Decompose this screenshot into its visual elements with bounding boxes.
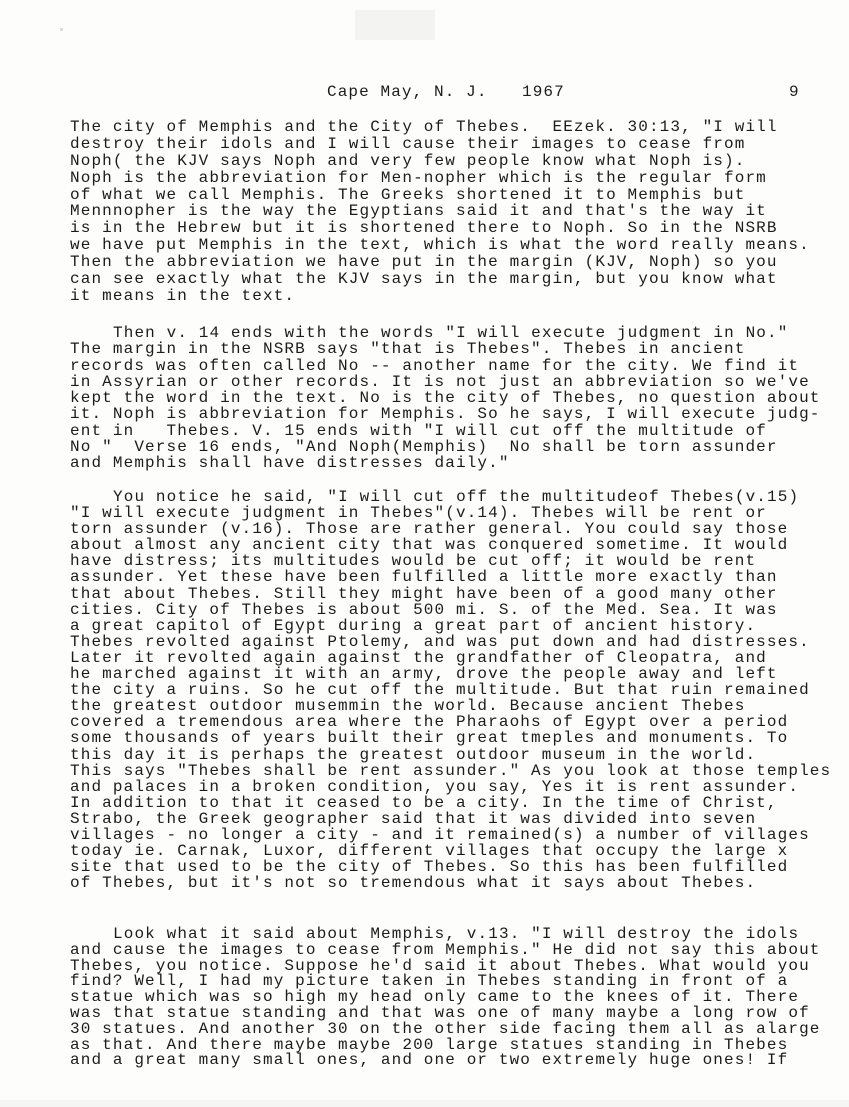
text-line: and Memphis shall have distresses daily." — [70, 454, 510, 472]
text-line: in Assyrian or other records. It is not just an abbreviation so we've — [70, 372, 810, 391]
text-line: kept the word in the text. No is the city of Thebes, no question about — [70, 389, 821, 407]
text-line: Then v. 14 ends with the words "I will execute judgment in No." — [113, 324, 789, 342]
text-line: and cause the images to cease from Memphis." He did not say this about — [70, 940, 821, 959]
header-year: 1967 — [522, 83, 565, 101]
text-line: the greatest outdoor musemmin the world. Because ancient Thebes — [70, 697, 746, 716]
text-line: torn assunder (v.16). Those are rather general. You could say those — [70, 520, 789, 539]
text-line: as that. And there maybe maybe 200 large statues standing in Thebes — [70, 1035, 789, 1054]
text-line: a great capitol of Egypt during a great part of ancient history. — [70, 616, 757, 635]
text-line: records was often called No -- another name for the city. We find it — [70, 356, 800, 375]
text-line: he marched against it with an army, drove the people away and left — [70, 665, 778, 684]
text-line: this day it is perhaps the greatest outdoor museum in the world. — [70, 745, 757, 764]
text-line: cities. City of Thebes is about 500 mi. S. of the Med. Sea. It was — [70, 600, 778, 619]
text-line: villages - no longer a city - and it remained(s) a number of villages — [70, 825, 810, 844]
text-line: today ie. Carnak, Luxor, different villages that occupy the large x — [70, 842, 789, 861]
text-line: The city of Memphis and the City of Thebes. EEzek. 30:13, "I will — [70, 118, 778, 136]
text-line: "I will execute judgment in Thebes"(v.14). Thebes will be rent or — [70, 504, 767, 523]
text-line: 30 statues. And another 30 on the other side facing them all as alarge — [70, 1019, 821, 1038]
text-line: of what we call Memphis. The Greeks shortened it to Memphis but — [70, 185, 746, 204]
text-line: can see exactly what the KJV says in the margin, but you know what — [70, 270, 778, 289]
text-line: and a great many small ones, and one or two extremely huge ones! If — [70, 1051, 789, 1070]
page-number: 9 — [789, 83, 800, 101]
text-line: ent in Thebes. V. 15 ends with "I will cut off the multitude of — [70, 421, 767, 440]
text-line: In addition to that it ceased to be a city. In the time of Christ, — [70, 793, 778, 812]
header-place: Cape May, N. J. — [327, 83, 488, 101]
text-line: Later it revolted again against the grandfather of Cleopatra, and — [70, 648, 767, 667]
text-line: some thousands of years built their great tmeples and monuments. To — [70, 729, 789, 748]
paragraph — [70, 489, 830, 891]
text-line: Thebes, you notice. Suppose he'd said it about Thebes. What would you — [70, 956, 810, 975]
text-line: This says "Thebes shall be rent assunder." As you look at those temples — [70, 761, 832, 780]
paragraph — [70, 927, 830, 1069]
text-line: Then the abbreviation we have put in the margin (KJV, Noph) so you — [70, 253, 778, 272]
text-line: destroy their idols and I will cause their images to cease from — [70, 134, 746, 153]
text-line: was that statue standing and that was one of many maybe a long row of — [70, 1003, 810, 1022]
paragraph — [70, 119, 830, 305]
text-line: Noph is the abbreviation for Men-nopher which is the regular form — [70, 168, 767, 187]
text-line: site that used to be the city of Thebes. So this has been fulfilled — [70, 858, 789, 877]
scan-speck — [60, 28, 63, 31]
text-line: it. Noph is abbreviation for Memphis. So he says, I will execute judg- — [70, 405, 821, 424]
text-line: have distress; its multitudes would be cut off; it would be rent — [70, 552, 757, 571]
text-line: No " Verse 16 ends, "And Noph(Memphis) No shall be torn assunder — [70, 437, 778, 456]
text-line: Mennnopher is the way the Egyptians said it and that's the way it — [70, 202, 767, 221]
text-line: the city a ruins. So he cut off the multitude. But that ruin remained — [70, 681, 810, 700]
text-line: and palaces in a broken condition, you say, Yes it is rent assunder. — [70, 777, 800, 796]
text-line: covered a tremendous area where the Pharaohs of Egypt over a period — [70, 713, 789, 732]
text-line: we have put Memphis in the text, which is what the word really means. — [70, 236, 810, 255]
paragraph — [70, 325, 830, 471]
text-line: about almost any ancient city that was conquered sometime. It would — [70, 536, 789, 555]
text-line: of Thebes, but it's not so tremendous what it says about Thebes. — [70, 874, 757, 893]
text-line: You notice he said, "I will cut off the multitudeof Thebes(v.15) — [113, 488, 800, 506]
text-line: that about Thebes. Still they might have been of a good many other — [70, 584, 778, 603]
text-line: it means in the text. — [70, 286, 296, 305]
text-line: Thebes revolted against Ptolemy, and was put down and had distresses. — [70, 632, 810, 651]
scan-noise — [0, 1100, 849, 1107]
text-line: The margin in the NSRB says "that is Thebes". Thebes in ancient — [70, 340, 746, 359]
text-line: assunder. Yet these have been fulfilled a little more exactly than — [70, 568, 778, 587]
text-line: Look what it said about Memphis, v.13. "I will destroy the idols — [113, 925, 800, 943]
text-line: statue which was so high my head only came to the knees of it. There — [70, 988, 800, 1007]
text-line: is in the Hebrew but it is shortened there to Noph. So in the NSRB — [70, 219, 778, 238]
text-line: find? Well, I had my picture taken in Thebes standing in front of a — [70, 972, 789, 991]
text-line: Noph( the KJV says Noph and very few people know what Noph is). — [70, 151, 746, 170]
text-line: Strabo, the Greek geographer said that it was divided into seven — [70, 809, 757, 828]
scan-noise — [355, 10, 435, 40]
